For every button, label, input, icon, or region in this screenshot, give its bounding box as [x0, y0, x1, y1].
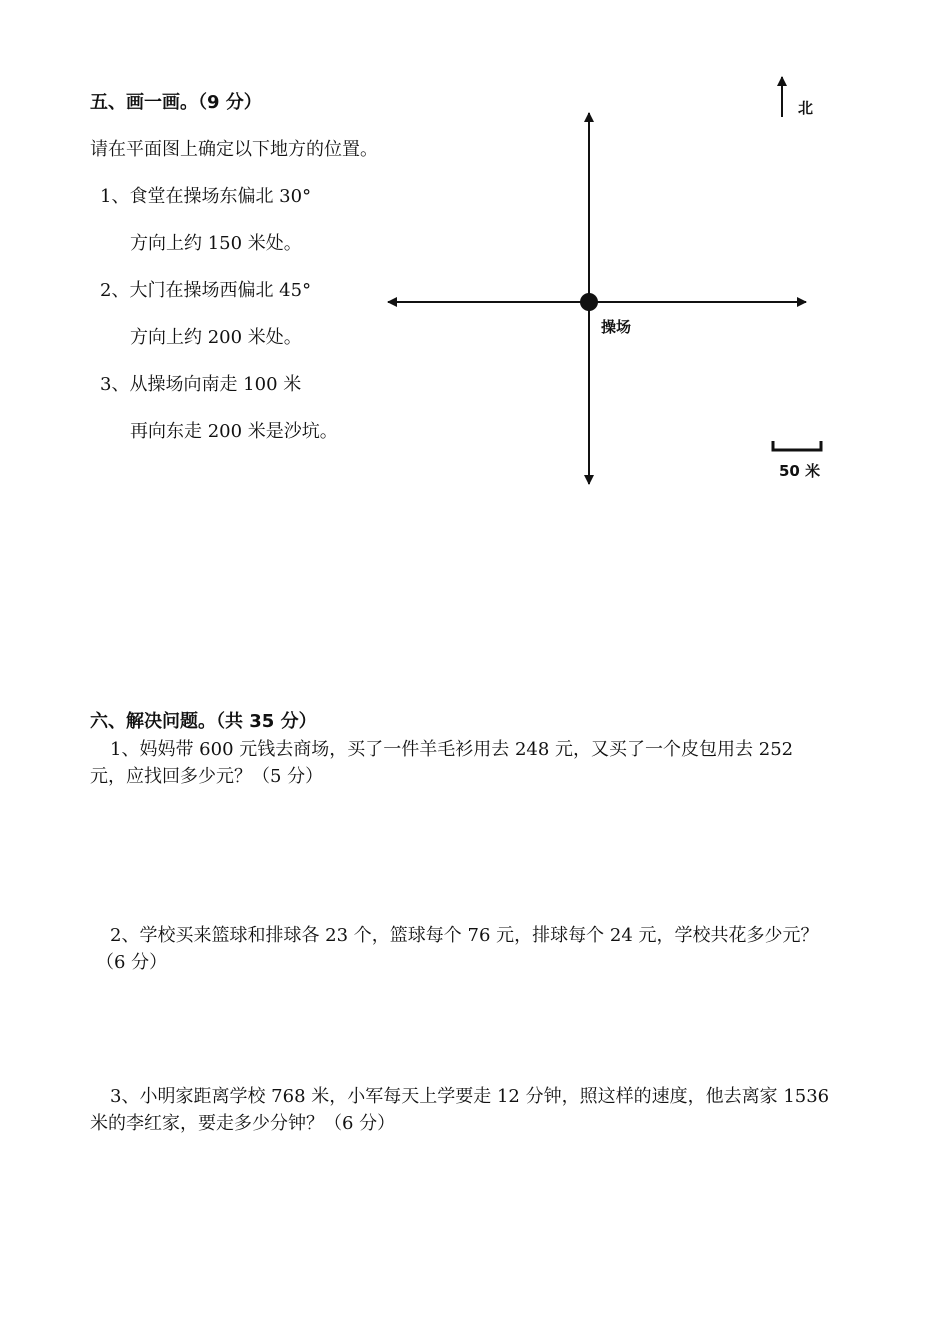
scale-label: 50 米: [779, 462, 821, 480]
q1-line1: 1、妈妈带 600 元钱去商场，买了一件羊毛衫用去 248 元，又买了一个皮包用去 252: [110, 739, 794, 760]
q3-line2: 米的李红家，要走多少分钟？（6 分）: [90, 1113, 396, 1134]
section5-item2-line2: 方向上约 200 米处。: [130, 327, 302, 348]
section5-item1-line1: 1、食堂在操场东偏北 30°: [100, 186, 312, 207]
q2-line1: 2、学校买来篮球和排球各 23 个，篮球每个 76 元，排球每个 24 元，学校共花多少元？: [110, 925, 819, 946]
playground-label: 操场: [601, 318, 632, 336]
q2-line2: （6 分）: [96, 952, 168, 973]
playground-point: [580, 293, 598, 311]
section5-title: 五、画一画。（9 分）: [90, 92, 262, 113]
section5-item3-line2: 再向东走 200 米是沙坑。: [130, 421, 338, 442]
scale-bar: [773, 441, 821, 450]
section5-intro: 请在平面图上确定以下地方的位置。: [90, 139, 378, 160]
section5-item1-line2: 方向上约 150 米处。: [130, 233, 302, 254]
section6-title: 六、解决问题。（共 35 分）: [90, 711, 317, 732]
q3-line1: 3、小明家距离学校 768 米，小军每天上学要走 12 分钟，照这样的速度，他去离家 1536: [110, 1086, 830, 1107]
q1-line2: 元，应找回多少元？（5 分）: [90, 766, 324, 787]
section5-item2-line1: 2、大门在操场西偏北 45°: [100, 280, 312, 301]
north-label: 北: [798, 99, 814, 117]
section5-item3-line1: 3、从操场向南走 100 米: [100, 374, 302, 395]
